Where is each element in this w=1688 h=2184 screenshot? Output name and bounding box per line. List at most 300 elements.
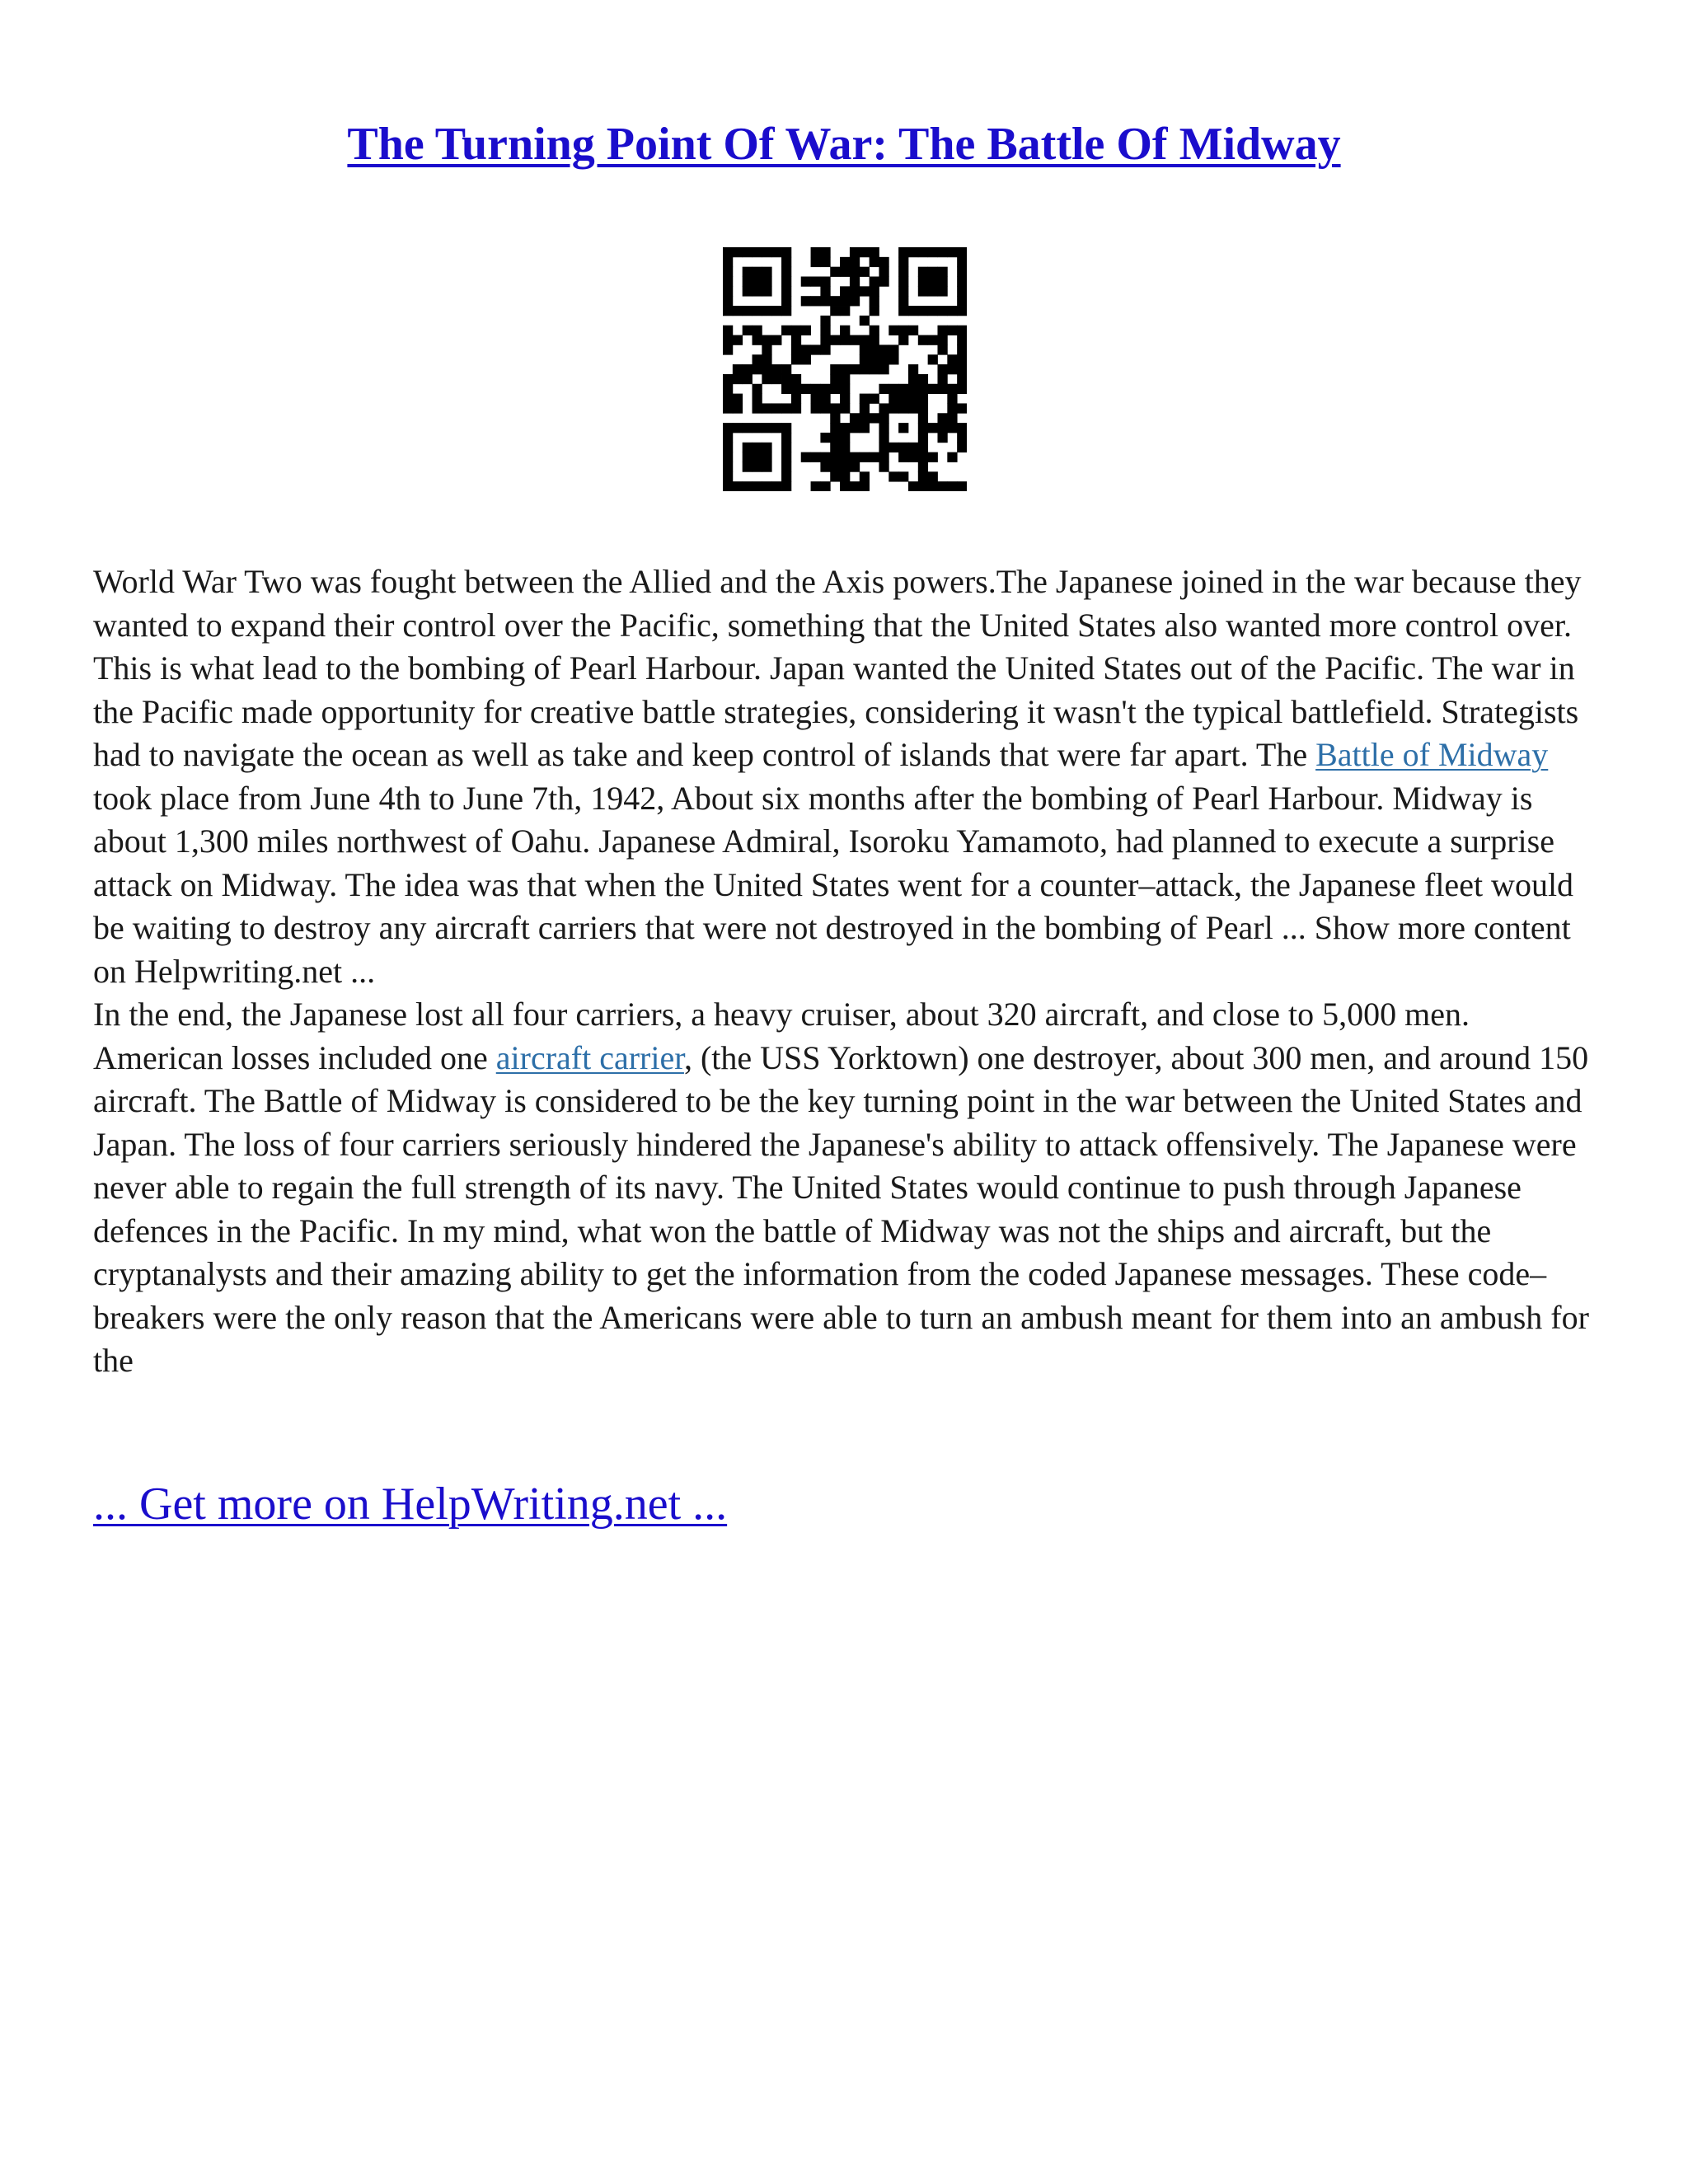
qr-module [791, 384, 801, 394]
qr-module [937, 364, 947, 374]
qr-module [898, 335, 908, 345]
qr-module [753, 247, 762, 257]
qr-module [898, 277, 908, 287]
qr-module [947, 247, 957, 257]
qr-module [889, 443, 898, 452]
qr-module [781, 364, 791, 374]
qr-module [743, 306, 753, 316]
qr-module [957, 306, 967, 316]
qr-module [879, 257, 889, 267]
qr-module [840, 326, 850, 335]
qr-module [860, 354, 870, 364]
qr-module [771, 247, 781, 257]
qr-module [957, 344, 967, 354]
qr-module [937, 481, 947, 491]
qr-module [781, 306, 791, 316]
paragraph-1 [93, 560, 1601, 993]
qr-module [840, 384, 850, 394]
qr-module [908, 403, 918, 413]
qr-module [918, 403, 928, 413]
qr-module [870, 247, 879, 257]
qr-module [771, 481, 781, 491]
qr-module [898, 267, 908, 277]
qr-module [753, 335, 762, 345]
qr-module [918, 462, 928, 471]
qr-module [937, 344, 947, 354]
qr-module [762, 354, 771, 364]
qr-module [879, 403, 889, 413]
qr-module [820, 326, 830, 335]
qr-code-icon [723, 247, 967, 491]
qr-module [762, 286, 771, 296]
qr-module [781, 247, 791, 257]
qr-module [820, 247, 830, 257]
qr-module [870, 452, 879, 462]
qr-module [762, 277, 771, 287]
qr-module [771, 306, 781, 316]
qr-module [918, 423, 928, 433]
qr-module [879, 413, 889, 423]
qr-module [889, 384, 898, 394]
qr-module [723, 267, 733, 277]
qr-module [937, 286, 947, 296]
qr-module [850, 296, 860, 306]
qr-module [889, 344, 898, 354]
qr-module [801, 384, 811, 394]
qr-module [762, 344, 771, 354]
qr-module [753, 354, 762, 364]
qr-module [771, 335, 781, 345]
qr-module [937, 413, 947, 423]
qr-module [957, 423, 967, 433]
qr-module [733, 335, 743, 345]
qr-module [830, 462, 840, 471]
qr-module [723, 335, 733, 345]
qr-module [918, 452, 928, 462]
qr-module [733, 306, 743, 316]
qr-module [781, 462, 791, 471]
qr-module [908, 364, 918, 374]
qr-module [889, 471, 898, 481]
qr-module [850, 423, 860, 433]
qr-module [889, 403, 898, 413]
qr-module [918, 471, 928, 481]
qr-module [811, 452, 821, 462]
qr-module [723, 403, 733, 413]
qr-module [743, 267, 753, 277]
qr-module [928, 267, 938, 277]
qr-module [870, 306, 879, 316]
qr-module [928, 335, 938, 345]
qr-module [898, 384, 908, 394]
qr-module [889, 354, 898, 364]
qr-module [908, 326, 918, 335]
qr-module [723, 326, 733, 335]
qr-module [840, 306, 850, 316]
qr-module [762, 403, 771, 413]
qr-module [781, 452, 791, 462]
qr-module [820, 257, 830, 267]
qr-module [781, 384, 791, 394]
qr-module [723, 452, 733, 462]
qr-module [928, 423, 938, 433]
qr-module [918, 384, 928, 394]
qr-module [753, 326, 762, 335]
qr-module [928, 306, 938, 316]
qr-module [753, 384, 762, 394]
qr-module [898, 423, 908, 433]
qr-module [820, 277, 830, 287]
qr-module [733, 247, 743, 257]
qr-module [753, 306, 762, 316]
title-link[interactable]: The Turning Point Of War: The Battle Of Midway [347, 119, 1341, 170]
qr-module [723, 423, 733, 433]
qr-code-graphic [723, 247, 967, 491]
qr-module [840, 433, 850, 443]
qr-module [771, 374, 781, 384]
qr-module [840, 423, 850, 433]
qr-module [918, 413, 928, 423]
qr-module [820, 481, 830, 491]
qr-module [811, 384, 821, 394]
qr-module [830, 364, 840, 374]
aircraft-carrier-link[interactable]: aircraft carrier [495, 1038, 684, 1076]
qr-module [791, 354, 801, 364]
qr-module [840, 452, 850, 462]
qr-module [937, 335, 947, 345]
qr-module [753, 267, 762, 277]
qr-module [743, 326, 753, 335]
qr-module [870, 394, 879, 404]
qr-module [753, 394, 762, 404]
qr-module [811, 296, 821, 306]
qr-module [733, 423, 743, 433]
qr-module [860, 471, 870, 481]
qr-module [908, 394, 918, 404]
paragraph-2 [93, 993, 1601, 1383]
qr-module [928, 286, 938, 296]
qr-module [791, 394, 801, 404]
qr-module [957, 296, 967, 306]
qr-module [918, 267, 928, 277]
qr-module [753, 364, 762, 374]
qr-module [753, 462, 762, 471]
qr-module [898, 296, 908, 306]
qr-module [860, 344, 870, 354]
qr-module [918, 286, 928, 296]
qr-module [850, 335, 860, 345]
qr-module [918, 481, 928, 491]
qr-module [947, 413, 957, 423]
qr-module [723, 257, 733, 267]
qr-module [781, 443, 791, 452]
qr-module [840, 364, 850, 374]
qr-module [820, 433, 830, 443]
qr-module [840, 403, 850, 413]
qr-module [918, 443, 928, 452]
qr-module [753, 423, 762, 433]
qr-module [723, 306, 733, 316]
qr-module [733, 374, 743, 384]
qr-module [811, 394, 821, 404]
qr-module [957, 286, 967, 296]
qr-module [957, 354, 967, 364]
qr-module [879, 364, 889, 374]
qr-module [762, 452, 771, 462]
qr-module [870, 296, 879, 306]
qr-module [743, 286, 753, 296]
qr-module [860, 267, 870, 277]
qr-module [723, 384, 733, 394]
qr-module [840, 286, 850, 296]
qr-module [743, 374, 753, 384]
qr-module [830, 403, 840, 413]
qr-module [947, 326, 957, 335]
qr-module [870, 286, 879, 296]
qr-module [830, 423, 840, 433]
qr-module [820, 403, 830, 413]
qr-module [801, 277, 811, 287]
qr-module [850, 462, 860, 471]
qr-module [879, 443, 889, 452]
qr-module [937, 433, 947, 443]
qr-module [840, 471, 850, 481]
qr-module [840, 267, 850, 277]
qr-module [918, 306, 928, 316]
qr-module [840, 296, 850, 306]
qr-module [850, 452, 860, 462]
qr-module [771, 364, 781, 374]
qr-module [743, 443, 753, 452]
qr-module [723, 296, 733, 306]
qr-module [908, 443, 918, 452]
qr-module [743, 364, 753, 374]
qr-module [743, 247, 753, 257]
qr-module [918, 277, 928, 287]
qr-module [898, 326, 908, 335]
qr-module [928, 247, 938, 257]
qr-module [820, 394, 830, 404]
get-more-section [93, 1475, 727, 1533]
qr-module [762, 443, 771, 452]
qr-module [879, 384, 889, 394]
qr-module [957, 364, 967, 374]
paragraph-1-text-b: took place from June 4th to June 7th, 1942, About six months after the bombing of Pearl Harbour. Midway is about 1,300 miles northwest of Oahu. Japanese Admiral, Isoroku Yamamoto, had planned to execute a surprise attack on Midway. The idea was that when the United States went for a counter–attack, the Japanese fleet would be waiting to destroy any aircraft carriers that were not destroyed in the bombing of Pearl ... Show more content on Helpwriting.net ... [93, 779, 1574, 990]
qr-module [723, 374, 733, 384]
qr-module [762, 423, 771, 433]
qr-module [781, 296, 791, 306]
qr-module [733, 403, 743, 413]
qr-module [860, 403, 870, 413]
qr-module [801, 344, 811, 354]
qr-module [957, 267, 967, 277]
qr-module [840, 481, 850, 491]
qr-module [870, 354, 879, 364]
qr-module [957, 326, 967, 335]
qr-module [850, 364, 860, 374]
get-more-link[interactable]: ... Get more on HelpWriting.net ... [93, 1479, 728, 1530]
qr-module [860, 335, 870, 345]
qr-module [723, 481, 733, 491]
qr-module [733, 481, 743, 491]
qr-module [957, 335, 967, 345]
qr-module [850, 257, 860, 267]
qr-module [957, 481, 967, 491]
qr-module [908, 481, 918, 491]
qr-module [781, 326, 791, 335]
qr-module [830, 452, 840, 462]
qr-module [753, 403, 762, 413]
qr-module [870, 413, 879, 423]
qr-module [820, 344, 830, 354]
qr-module [937, 374, 947, 384]
qr-module [820, 296, 830, 306]
qr-module [801, 452, 811, 462]
qr-module [762, 247, 771, 257]
qr-module [781, 433, 791, 443]
qr-module [898, 443, 908, 452]
qr-module [947, 423, 957, 433]
qr-module [879, 423, 889, 433]
qr-module [898, 452, 908, 462]
qr-module [781, 481, 791, 491]
qr-module [889, 326, 898, 335]
qr-module [762, 481, 771, 491]
qr-module [860, 394, 870, 404]
qr-module [753, 481, 762, 491]
qr-module [860, 247, 870, 257]
paragraph-2-text-b: , (the USS Yorktown) one destroyer, about 300 men, and around 150 aircraft. The Battle of Midway is considered to be the key turning point in the war between the United States and Japan. The loss of four carriers seriously hindered the Japanese's ability to attack offensively. The Japanese were never able to regain the full strength of its navy. The United States would continue to push through Japanese defences in the Pacific. In my mind, what won the battle of Midway was not the ships and aircraft, but the cryptanalysts and their amazing ability to get the information from the coded Japanese messages. These code–breakers were the only reason that the Americans were able to turn an ambush meant for them into an ambush for the [93, 1038, 1589, 1379]
qr-module [820, 384, 830, 394]
qr-module [898, 306, 908, 316]
qr-module [879, 267, 889, 277]
qr-module [820, 462, 830, 471]
qr-module [811, 344, 821, 354]
qr-module [781, 403, 791, 413]
qr-module [957, 277, 967, 287]
qr-module [762, 374, 771, 384]
qr-module [947, 403, 957, 413]
qr-module [879, 277, 889, 287]
qr-module [850, 481, 860, 491]
qr-module [781, 423, 791, 433]
qr-module [918, 433, 928, 443]
qr-module [898, 247, 908, 257]
qr-module [762, 267, 771, 277]
qr-module [723, 344, 733, 354]
qr-module [937, 384, 947, 394]
qr-module [840, 443, 850, 452]
qr-module [791, 335, 801, 345]
qr-module [830, 413, 840, 423]
qr-module [850, 413, 860, 423]
qr-module [791, 344, 801, 354]
qr-module [830, 267, 840, 277]
qr-module [860, 452, 870, 462]
qr-module [753, 277, 762, 287]
qr-module [743, 481, 753, 491]
qr-module [957, 384, 967, 394]
qr-module [753, 286, 762, 296]
qr-module [947, 364, 957, 374]
qr-module [928, 384, 938, 394]
qr-module [820, 316, 830, 326]
qr-module [860, 286, 870, 296]
qr-module [723, 462, 733, 471]
qr-module [762, 335, 771, 345]
qr-module [840, 257, 850, 267]
qr-module [723, 247, 733, 257]
qr-module [771, 403, 781, 413]
qr-module [830, 335, 840, 345]
qr-module [801, 354, 811, 364]
qr-module [870, 257, 879, 267]
qr-module [723, 277, 733, 287]
qr-module [723, 394, 733, 404]
qr-module [840, 462, 850, 471]
qr-module [801, 296, 811, 306]
qr-module [762, 364, 771, 374]
qr-module [860, 423, 870, 433]
qr-module [820, 335, 830, 345]
qr-module [860, 364, 870, 374]
qr-module [937, 247, 947, 257]
qr-module [937, 423, 947, 433]
qr-module [879, 462, 889, 471]
qr-module [908, 384, 918, 394]
qr-module [743, 452, 753, 462]
qr-module [898, 257, 908, 267]
qr-module [937, 267, 947, 277]
qr-module [723, 443, 733, 452]
qr-module [723, 471, 733, 481]
qr-module [791, 326, 801, 335]
qr-module [771, 423, 781, 433]
qr-module [743, 277, 753, 287]
qr-module [723, 286, 733, 296]
qr-module [791, 403, 801, 413]
qr-module [830, 471, 840, 481]
qr-module [733, 394, 743, 404]
qr-module [947, 354, 957, 364]
qr-module [743, 462, 753, 471]
page-title [0, 115, 1688, 173]
qr-module [781, 257, 791, 267]
qr-module [870, 326, 879, 335]
qr-module [957, 443, 967, 452]
qr-module [918, 335, 928, 345]
battle-of-midway-link[interactable]: Battle of Midway [1315, 736, 1549, 773]
qr-module [781, 267, 791, 277]
qr-module [908, 452, 918, 462]
qr-module [947, 384, 957, 394]
qr-module [879, 452, 889, 462]
qr-module [957, 257, 967, 267]
qr-module [762, 462, 771, 471]
qr-module [918, 247, 928, 257]
qr-module [830, 384, 840, 394]
qr-module [908, 247, 918, 257]
qr-module [781, 471, 791, 481]
qr-module [928, 481, 938, 491]
qr-module [733, 364, 743, 374]
qr-module [928, 277, 938, 287]
qr-module [811, 257, 821, 267]
qr-module [811, 277, 821, 287]
qr-module [898, 394, 908, 404]
qr-module [781, 374, 791, 384]
qr-module [830, 433, 840, 443]
